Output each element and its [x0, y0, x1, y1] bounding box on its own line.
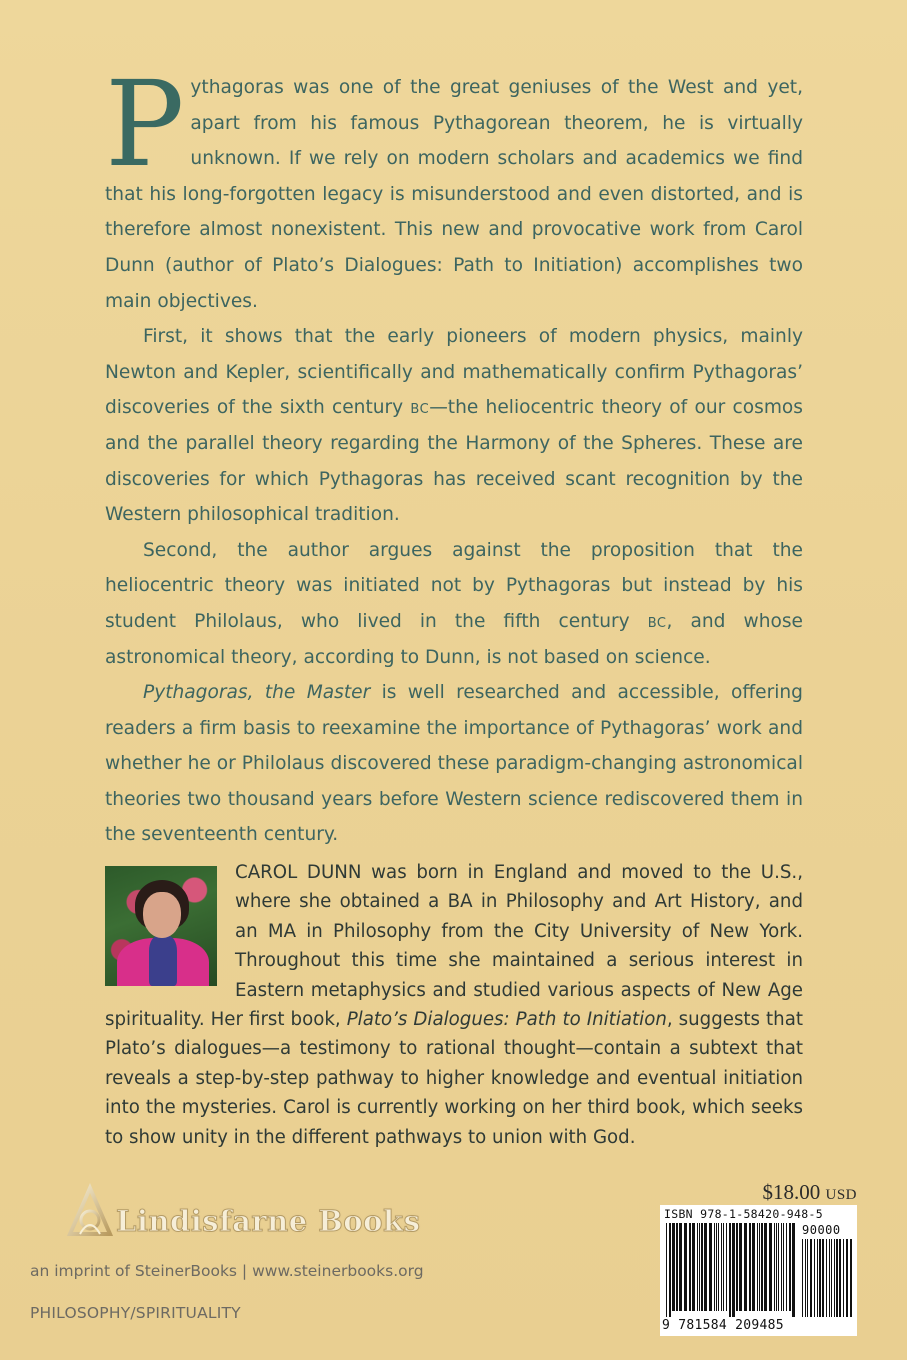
bio-text: , suggests that Plato’s dialogues—a testimony to rational thought—contain a subtext that reveals a step-by-step pathway to higher knowledge and eventual initiation into the mysteries. Carol is currently working on her third book, which seeks to show unity in the different pathways to union with God. — [105, 1009, 803, 1148]
description-paragraph-3 — [105, 533, 803, 675]
description-paragraph-4 — [105, 675, 803, 853]
author-bio — [105, 858, 803, 1152]
barcode-digits: 9 781584 209485 — [662, 1318, 784, 1333]
description-text: , and whose astronomical theory, according to Dunn, is not based on science. — [105, 610, 803, 668]
description-text: is well researched and accessible, offering readers a firm basis to reexamine the importance of Pythagoras’ work and whether he or Philolaus discovered these paradigm-changing astronomical theories two thousand years before Western science rediscovered them in the seventeenth century. — [105, 682, 803, 846]
isbn-number: ISBN 978-1-58420-948-5 — [664, 1207, 823, 1221]
bio-text: CAROL DUNN was born in England and moved to the U.S., where she obtained a BA in Philosophy and Art History, and an MA in Philosophy from the City University of New York. Throughout this time she maintained a serious interest in Eastern metaphysics and studied various aspects of New Age spirituality. Her first book, — [105, 862, 803, 1031]
description-text: First, it shows that the early pioneers of modern physics, mainly Newton and Kepler, scientifically and mathematically confirm Pythagoras’ discoveries of the sixth century — [105, 326, 803, 419]
price-addon-code: 90000 — [802, 1223, 841, 1237]
description-text: —the heliocentric theory of our cosmos and the parallel theory regarding the Harmony of the Spheres. These are discoveries for which Pythagoras has received scant recognition by the Western philosophical tradition. — [105, 397, 803, 526]
book-description — [105, 55, 803, 853]
price-label — [762, 1180, 857, 1205]
era-abbreviation: bc — [410, 397, 430, 419]
era-abbreviation: bc — [647, 610, 667, 632]
triquetra-icon — [60, 1182, 120, 1248]
description-text: ythagoras was one of the great geniuses of the West and yet, apart from his famous Pythagorean theorem, he is virtually unknown. If we rely on modern scholars and academics we find that his long-forgotten legacy is misunderstood and even distorted, and is therefore almost nonexistent. This new and provocative work from Carol Dunn (author of Plato’s Dialogues: Path to Initiation) accomplishes two main objectives. — [105, 77, 803, 312]
previous-book-title: Plato’s Dialogues: Path to Initiation — [346, 1009, 667, 1031]
publisher-name: Lindisfarne Books — [116, 1204, 421, 1238]
imprint-line: an imprint of SteinerBooks | www.steinerbooks.org — [30, 1262, 424, 1280]
publisher-logo — [60, 1182, 460, 1248]
description-text: Second, the author argues against the proposition that the heliocentric theory was initiated not by Pythagoras but instead by his student Philolaus, who lived in the fifth century — [105, 539, 803, 632]
drop-cap: P — [105, 55, 185, 193]
isbn-barcode — [660, 1205, 857, 1336]
description-paragraph-1 — [105, 55, 803, 319]
subject-category: PHILOSOPHY/SPIRITUALITY — [30, 1304, 241, 1322]
author-photo — [105, 866, 217, 986]
price-amount: $18.00 — [762, 1180, 821, 1204]
description-paragraph-2 — [105, 319, 803, 533]
book-title: Pythagoras, the Master — [143, 682, 371, 704]
price-currency: USD — [825, 1187, 857, 1203]
